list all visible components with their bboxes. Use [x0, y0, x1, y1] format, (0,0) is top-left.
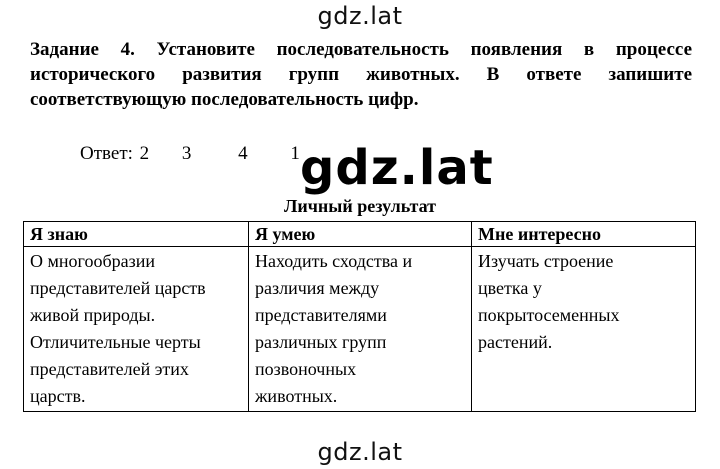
task-line: соответствующую последовательность цифр.: [30, 89, 419, 110]
answer-digit: 2: [139, 143, 150, 164]
column-header-know: Я знаю: [24, 222, 249, 247]
cell-line: О многообразии: [30, 251, 155, 271]
cell-line: представителями: [255, 305, 387, 325]
answer-digit: 3: [181, 143, 192, 164]
task-text: [30, 37, 692, 112]
cell-line: живой природы.: [30, 305, 156, 325]
cell-line: представителей царств: [30, 278, 206, 298]
answer-label: Ответ:: [80, 143, 133, 164]
watermark-bottom: gdz.lat: [317, 438, 403, 466]
table-header-row: [24, 222, 696, 247]
cell-line: позвоночных: [255, 359, 357, 379]
table-row: [24, 247, 696, 412]
task-line: исторического развития групп животных. В ответе запишите: [30, 64, 692, 85]
results-table: [23, 221, 696, 412]
cell-line: различия между: [255, 278, 380, 298]
watermark-middle: gdz.lat: [300, 140, 494, 196]
cell-can: [249, 247, 472, 412]
cell-line: Находить сходства и: [255, 251, 413, 271]
cell-line: царств.: [30, 386, 86, 406]
results-title: Личный результат: [283, 196, 436, 216]
answer-line: [80, 143, 300, 165]
cell-know: [24, 247, 249, 412]
cell-line: Отличительные черты: [30, 332, 201, 352]
cell-interest: [472, 247, 696, 412]
cell-line: покрытосеменных: [478, 305, 620, 325]
column-header-interest: Мне интересно: [472, 222, 696, 247]
column-header-can: Я умею: [249, 222, 472, 247]
cell-line: цветка у: [478, 278, 542, 298]
cell-line: представителей этих: [30, 359, 189, 379]
cell-line: Изучать строение: [478, 251, 614, 271]
answer-digit: 4: [238, 143, 248, 164]
answer-digit: 1: [290, 143, 300, 164]
task-line: Задание 4. Установите последовательность появления в процессе: [30, 39, 692, 60]
cell-line: растений.: [478, 332, 553, 352]
cell-line: различных групп: [255, 332, 387, 352]
watermark-top: gdz.lat: [317, 2, 403, 30]
cell-line: животных.: [255, 386, 338, 406]
